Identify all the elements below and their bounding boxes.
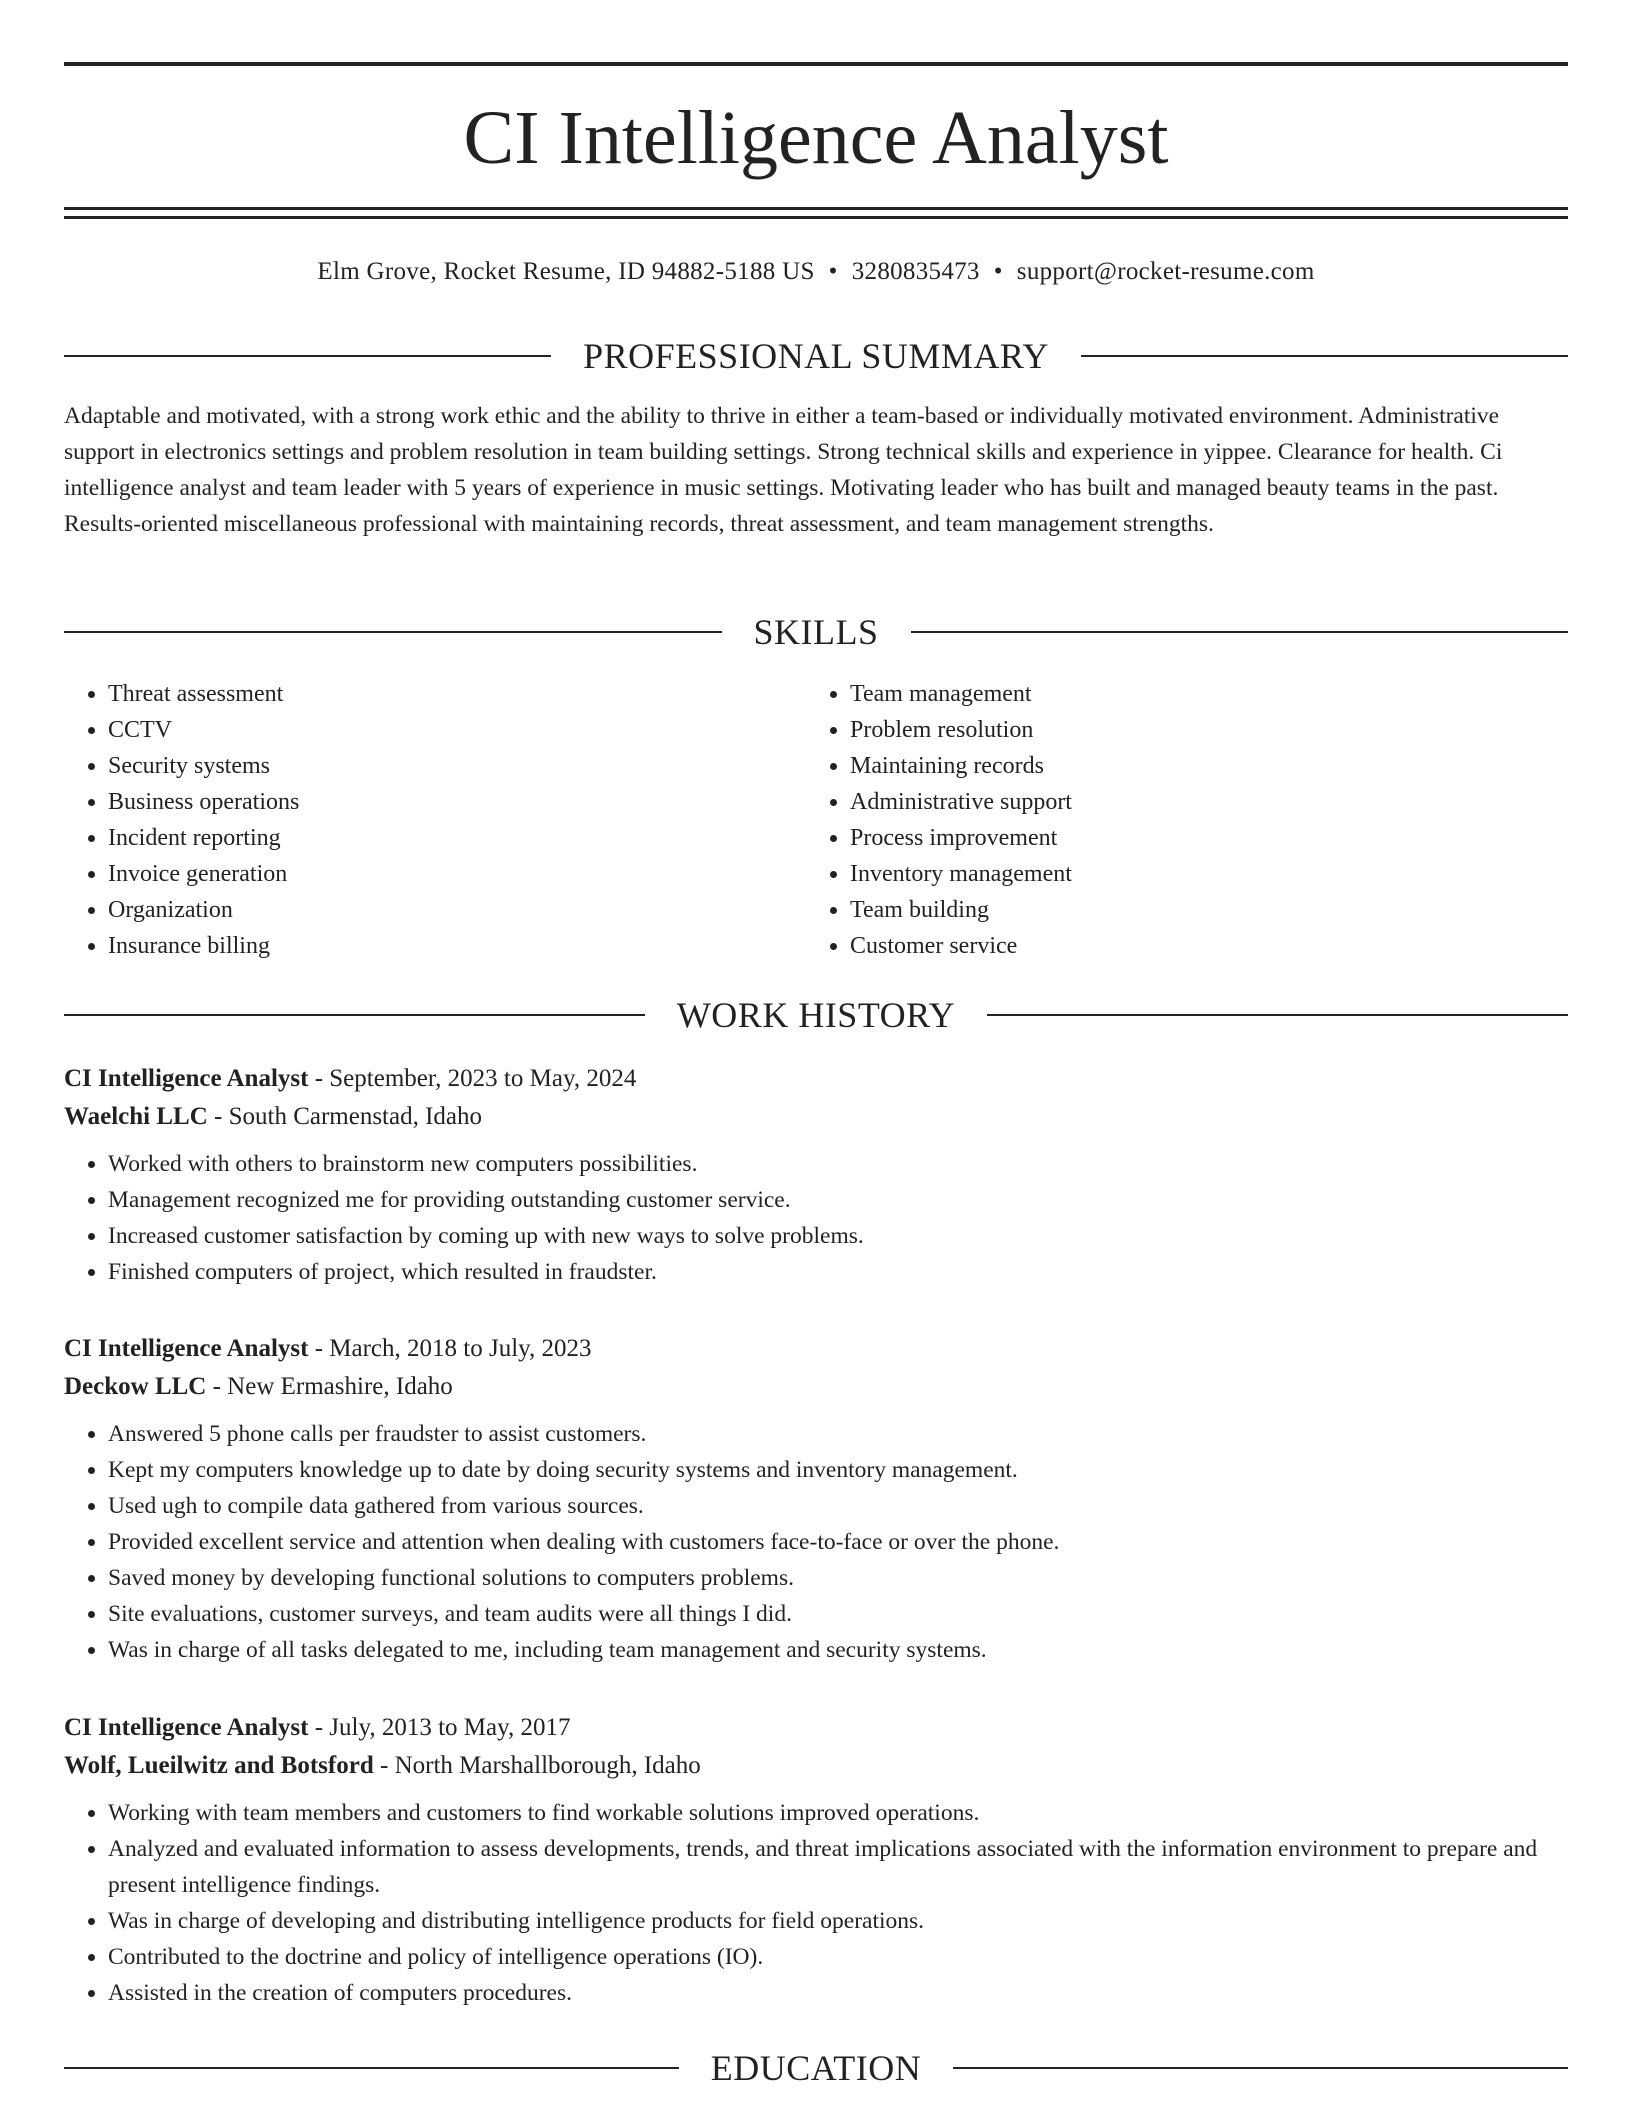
job-bullets bbox=[64, 1795, 1568, 2011]
section-heading-work-history bbox=[64, 993, 1568, 1037]
skill-item: • Incident reporting bbox=[108, 820, 808, 856]
job-location: - South Carmenstad, Idaho bbox=[207, 1103, 483, 1130]
job-entry bbox=[64, 1330, 1568, 1668]
heading-rule bbox=[911, 631, 1569, 633]
contact-separator: • bbox=[993, 258, 1003, 285]
job-bullet: • Finished computers of project, which resulted in fraudster. bbox=[108, 1254, 1568, 1290]
job-bullet: • Saved money by developing functional solutions to computers problems. bbox=[108, 1560, 1568, 1596]
job-bullet: • Management recognized me for providing outstanding customer service. bbox=[108, 1182, 1568, 1218]
skill-item: • Maintaining records bbox=[850, 748, 1550, 784]
job-bullet: • Worked with others to brainstorm new computers possibilities. bbox=[108, 1146, 1568, 1182]
job-entry bbox=[64, 1709, 1568, 2011]
job-bullets bbox=[64, 1416, 1568, 1668]
job-bullet: • Was in charge of developing and distributing intelligence products for field operations. bbox=[108, 1903, 1568, 1939]
skill-item: • Team management bbox=[850, 676, 1550, 712]
job-company-line bbox=[64, 1098, 1568, 1136]
job-company: Wolf, Lueilwitz and Botsford bbox=[64, 1752, 374, 1779]
contact-line bbox=[64, 254, 1568, 290]
job-company: Deckow LLC bbox=[64, 1373, 207, 1400]
job-bullet: • Assisted in the creation of computers procedures. bbox=[108, 1975, 1568, 2011]
summary-paragraph: Adaptable and motivated, with a strong work ethic and the ability to thrive in either a team-based or individually motivated environment. Administrative support in electronics settings and problem resolution in team building settings. Strong technical skills and experience in yippee. Clearance for health. Ci intelligence analyst and team leader with 5 years of experience in music settings. Motivating leader who has built and managed beauty teams in the past. Results-oriented miscellaneous professional with maintaining records, threat assessment, and team management strengths. bbox=[64, 403, 1503, 537]
job-bullet: • Site evaluations, customer surveys, and team audits were all things I did. bbox=[108, 1596, 1568, 1632]
skill-item: • Business operations bbox=[108, 784, 808, 820]
heading-rule bbox=[64, 2067, 679, 2069]
job-bullet: • Analyzed and evaluated information to assess developments, trends, and threat implications associated with the information environment to prepare and present intelligence findings. bbox=[108, 1831, 1568, 1903]
section-heading-label: EDUCATION bbox=[710, 2048, 922, 2088]
skill-item: • Customer service bbox=[850, 928, 1550, 964]
heading-rule bbox=[1081, 355, 1568, 357]
contact-address: Elm Grove, Rocket Resume, ID 94882-5188 US bbox=[317, 258, 815, 285]
skill-item: • Insurance billing bbox=[108, 928, 808, 964]
job-dates: - July, 2013 to May, 2017 bbox=[308, 1714, 571, 1741]
skill-item: • Threat assessment bbox=[108, 676, 808, 712]
job-entry bbox=[64, 1060, 1568, 1290]
job-title: CI Intelligence Analyst bbox=[64, 1065, 309, 1092]
heading-rule bbox=[987, 1014, 1568, 1016]
job-bullet: • Contributed to the doctrine and policy of intelligence operations (IO). bbox=[108, 1939, 1568, 1975]
job-location: - New Ermashire, Idaho bbox=[206, 1373, 453, 1400]
top-rule bbox=[64, 62, 1568, 66]
skill-item: • Process improvement bbox=[850, 820, 1550, 856]
job-title-line bbox=[64, 1709, 1568, 1747]
job-bullet: • Used ugh to compile data gathered from various sources. bbox=[108, 1488, 1568, 1524]
heading-rule bbox=[64, 631, 722, 633]
job-bullet: • Was in charge of all tasks delegated to me, including team management and security systems. bbox=[108, 1632, 1568, 1668]
skills-list-right bbox=[806, 676, 1550, 964]
skill-item: • Team building bbox=[850, 892, 1550, 928]
contact-phone: 3280835473 bbox=[851, 258, 980, 285]
heading-rule bbox=[953, 2067, 1568, 2069]
section-heading-education bbox=[64, 2046, 1568, 2090]
section-heading-label: PROFESSIONAL SUMMARY bbox=[583, 336, 1049, 376]
job-bullet: • Increased customer satisfaction by coming up with new ways to solve problems. bbox=[108, 1218, 1568, 1254]
job-dates: - March, 2018 to July, 2023 bbox=[308, 1335, 592, 1362]
job-title: CI Intelligence Analyst bbox=[64, 1714, 309, 1741]
resume-title: CI Intelligence Analyst bbox=[463, 96, 1169, 180]
job-title-line bbox=[64, 1330, 1568, 1368]
heading-rule bbox=[64, 1014, 645, 1016]
section-heading-summary bbox=[64, 334, 1568, 378]
job-title: CI Intelligence Analyst bbox=[64, 1335, 309, 1362]
job-bullets bbox=[64, 1146, 1568, 1290]
skill-item: • Organization bbox=[108, 892, 808, 928]
job-bullet: • Provided excellent service and attention when dealing with customers face-to-face or over the phone. bbox=[108, 1524, 1568, 1560]
skills-list-left bbox=[64, 676, 808, 964]
job-company: Waelchi LLC bbox=[64, 1103, 208, 1130]
skill-item: • Problem resolution bbox=[850, 712, 1550, 748]
title-rule-lower bbox=[64, 216, 1568, 219]
job-bullet: • Working with team members and customers to find workable solutions improved operations. bbox=[108, 1795, 1568, 1831]
job-dates: - September, 2023 to May, 2024 bbox=[308, 1065, 637, 1092]
job-company-line bbox=[64, 1747, 1568, 1785]
job-bullet: • Answered 5 phone calls per fraudster to assist customers. bbox=[108, 1416, 1568, 1452]
skill-item: • CCTV bbox=[108, 712, 808, 748]
job-company-line bbox=[64, 1368, 1568, 1406]
skill-item: • Security systems bbox=[108, 748, 808, 784]
job-location: - North Marshallborough, Idaho bbox=[373, 1752, 701, 1779]
skill-item: • Invoice generation bbox=[108, 856, 808, 892]
section-heading-label: SKILLS bbox=[753, 612, 879, 652]
job-bullet: • Kept my computers knowledge up to date by doing security systems and inventory management. bbox=[108, 1452, 1568, 1488]
heading-rule bbox=[64, 355, 551, 357]
skill-item: • Inventory management bbox=[850, 856, 1550, 892]
section-heading-label: WORK HISTORY bbox=[676, 995, 956, 1035]
title-rule-upper bbox=[64, 207, 1568, 210]
section-heading-skills bbox=[64, 610, 1568, 654]
skill-item: • Administrative support bbox=[850, 784, 1550, 820]
contact-separator: • bbox=[828, 258, 838, 285]
contact-email: support@rocket-resume.com bbox=[1016, 258, 1315, 285]
job-title-line bbox=[64, 1060, 1568, 1098]
